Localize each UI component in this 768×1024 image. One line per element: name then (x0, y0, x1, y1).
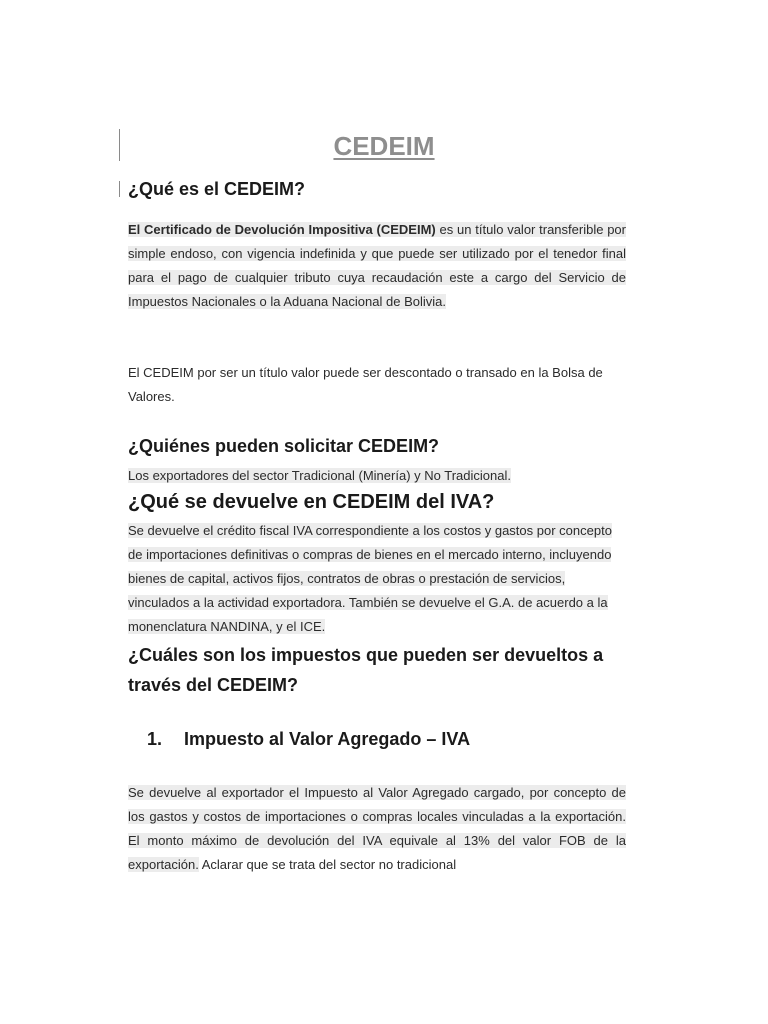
list-label: Impuesto al Valor Agregado – IVA (184, 729, 471, 749)
section-heading-que-es: ¿Qué es el CEDEIM? (128, 179, 306, 199)
paragraph-credito-fiscal (128, 519, 626, 639)
section-heading-que-se-devuelve: ¿Qué se devuelve en CEDEIM del IVA? (128, 491, 495, 513)
numbered-heading-iva (147, 729, 470, 750)
bold-lead: El Certificado de Devolución Impositiva (CEDEIM) (128, 222, 436, 237)
paragraph-exportadores (128, 464, 626, 488)
paragraph-bolsa (128, 361, 626, 409)
paragraph-text: Se devuelve el crédito fiscal IVA correspondiente a los costos y gastos por concepto de importaciones definitivas o compras de bienes en el mercado interno, incluyendo bienes de capital, activos fijos, contratos de obras o prestación de servicios, vinculados a la actividad exportadora. También se devuelve el G.A. de acuerdo a la monenclatura NANDINA, y el ICE. (128, 523, 612, 634)
list-number: 1. (147, 729, 163, 749)
paragraph-text: El CEDEIM por ser un título valor puede ser descontado o transado en la Bolsa de Valores. (128, 365, 603, 404)
paragraph-text: Se devuelve al exportador el Impuesto al Valor Agregado cargado, por concepto de los gastos y costos de importaciones o compras locales vinculadas a la exportación. El monto máximo de devolución del IVA equivale al 13% del valor FOB de la exportación. (128, 785, 626, 872)
margin-marker (119, 181, 120, 197)
paragraph-tail: Aclarar que se trata del sector no tradicional (198, 857, 457, 872)
paragraph-text: es un título valor transferible por simple endoso, con vigencia indefinida y que puede ser utilizado por el tenedor final para el pago de cualquier tributo cuya recaudación este a cargo del Servicio de Impuestos Nacionales o la Aduana Nacional de Bolivia. (128, 222, 626, 309)
paragraph-iva-devolucion (128, 781, 626, 877)
document-title: CEDEIM (333, 131, 435, 161)
section-heading-cuales: ¿Cuáles son los impuestos que pueden ser devueltos a través del CEDEIM? (128, 645, 604, 695)
paragraph-definition (128, 218, 626, 314)
paragraph-text: Los exportadores del sector Tradicional (Minería) y No Tradicional. (128, 468, 511, 483)
section-heading-quienes: ¿Quiénes pueden solicitar CEDEIM? (128, 436, 440, 456)
